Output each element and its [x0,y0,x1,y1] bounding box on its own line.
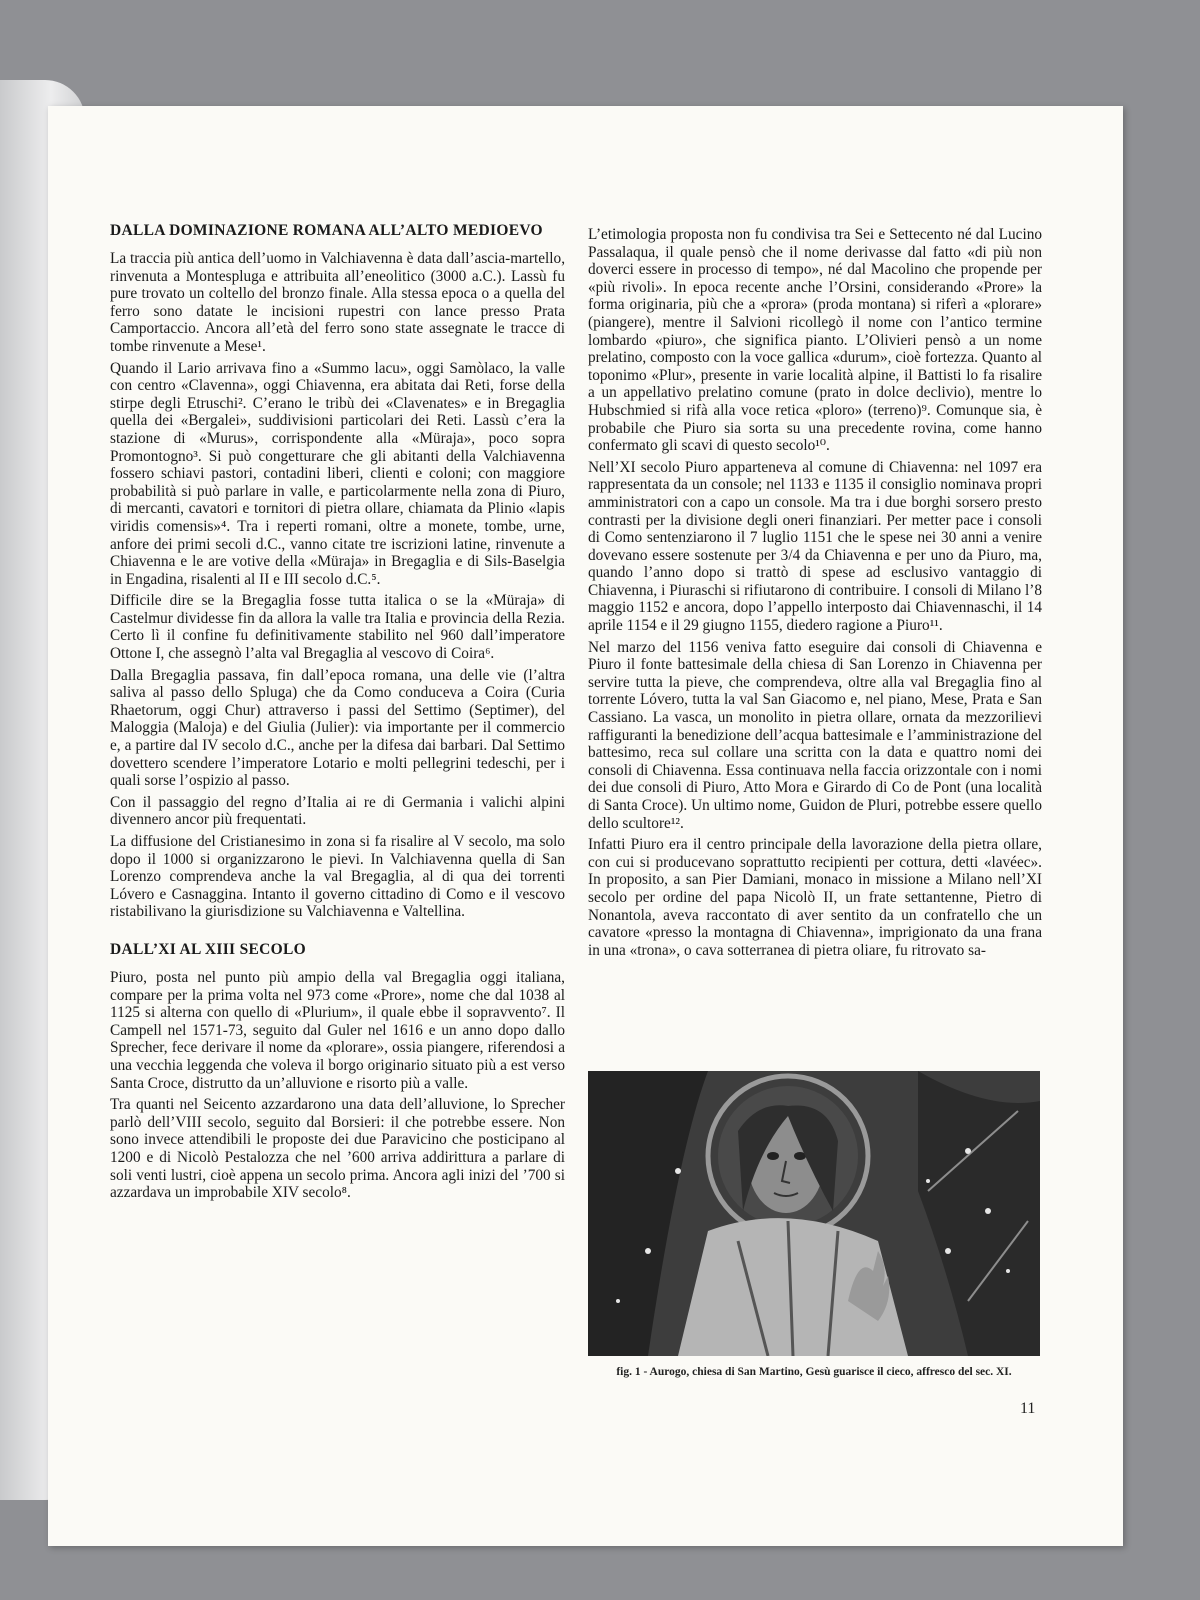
paragraph: Difficile dire se la Bregaglia fosse tutta italica o se la «Müraja» di Castelmur dividesse fin da allora la valle tra Italia e provincia della Rezia. Certo lì il confine fu definitivamente stabilito nel 960 dall’imperatore Ottone I, che assegnò l’alta val Bregaglia al vescovo di Coira⁶. [110,592,565,663]
page-number: 11 [1020,1400,1036,1417]
paragraph: Con il passaggio del regno d’Italia ai re di Germania i valichi alpini divennero ancor più frequentati. [110,793,565,829]
left-column [110,222,565,1206]
fresco-image [588,1071,1040,1356]
paragraph: Tra quanti nel Seicento azzardarono una data dell’alluvione, lo Sprecher parlò dell’VIII secolo, seguito dal Borsieri: il che potrebbe essere. Non sono invece attendibili le proposte dei due Paravicino che posticipano al 1200 e di Nicolò Pestalozza che nel ’600 arriva addirittura a parlare di soli venti lustri, cioè appena un secolo prima. Ancora agli inizi del ’700 si azzardava un improbabile XIV secolo⁸. [110,1096,565,1202]
paragraph: L’etimologia proposta non fu condivisa tra Sei e Settecento né dal Lucino Passalaqua, il quale pensò che il nome derivasse dal fatto «di più non doverci essere in processo di tempo», né dal Macolino che propende per «più rivoli». In epoca recente anche l’Orsini, considerando «Prore» la forma originaria, più che a «prora» (proda montana) si riferì a «plorare» (piangere), mentre il Salvioni ricollegò il nome con l’antico termine lombardo «piuro», che significa pianto. L’Olivieri pensò a un nome prelatino, composto con la voce gallica «durum», cioè fortezza. Quanto al toponimo «Plur», presente in varie località alpine, il Battisti lo fa risalire a un appellativo prelatino comune (prato in dolce declivio), mentre lo Hubschmied si rifà alla voce retica «ploro» (terreno)⁹. Comunque sia, è probabile che Piuro sia sorta su una precedente rovina, come hanno confermato gli scavi di questo secolo¹⁰. [588,226,1042,455]
paragraph: Infatti Piuro era il centro principale della lavorazione della pietra ollare, con cui si producevano soprattutto recipienti per cottura, detti «lavéec». In proposito, a san Pier Damiani, monaco in missione a Milano nell’XI secolo per ordine del papa Nicolò II, un frate settantenne, Pietro di Nonantola, aveva raccontato di aver sentito da un confratello che un cavatore «presso la montagna di Chiavenna», imprigionato da una frana in una «trona», o cava sotterranea di pietra oliare, fu ritrovato sa- [588,836,1042,959]
fresco-illustration [588,1071,1040,1356]
paragraph: Nell’XI secolo Piuro apparteneva al comune di Chiavenna: nel 1097 era rappresentata da un console; nel 1133 e 1135 il consiglio nominava propri amministratori con a capo un console. Ma tra i due borghi sorsero presto contrasti per la divisione degli oneri finanziari. Per metter pace i consoli di Como sentenziarono il 7 luglio 1151 che le spese nei 30 anni a venire dovevano essere sostenute per 3/4 da Chiavenna e per uno da Piuro, ma, quando l’anno dopo si trattò di spese ad esclusivo vantaggio di Chiavenna, i Piuraschi si rifiutarono di contribuire. I consoli di Milano l’8 maggio 1152 e ancora, dopo l’appello interposto dai Chiavennaschi, il 14 aprile 1154 e il 29 giugno 1155, diedero ragione a Piuro¹¹. [588,458,1042,635]
paragraph: La diffusione del Cristianesimo in zona si fa risalire al V secolo, ma solo dopo il 1000 si organizzarono le pievi. In Valchiavenna quella di San Lorenzo comprendeva anche la val Bregaglia, al di qua dei torrenti Lóvero e Casnaggina. Intanto il governo cittadino di Como e il vescovo ristabilivano la giurisdizione su Valchiavenna e Valtellina. [110,833,565,921]
paragraph: Piuro, posta nel punto più ampio della val Bregaglia oggi italiana, compare per la prima volta nel 973 come «Prore», nome che dal 1038 al 1125 si alterna con quello di «Plurium», il quale ebbe il sopravvento⁷. Il Campell nel 1571-73, seguito dal Guler nel 1616 e un anno dopo dallo Sprecher, fece derivare il nome da «plorare», ossia piangere, riferendosi a una vecchia leggenda che voleva il borgo originario situato più a est verso Santa Croce, distrutto da un’alluvione e risorto più a valle. [110,968,565,1092]
right-column [588,226,1042,963]
paragraph: La traccia più antica dell’uomo in Valchiavenna è data dall’ascia-martello, rinvenuta a Montespluga e attribuita all’eneolitico (3000 a.C.). Lassù fu pure trovato un coltello del bronzo finale. Alla stessa epoca o a quella del ferro sono datate le incisioni rupestri con lance presso Prata Camportaccio. Ancora all’età del ferro sono state assegnate le tracce di tombe rinvenute a Mese¹. [110,250,566,355]
section-heading-roman: DALLA DOMINAZIONE ROMANA ALL’ALTO MEDIOEVO [110,222,543,239]
paragraph: Dalla Bregaglia passava, fin dall’epoca romana, una delle vie (l’altra saliva al passo dello Spluga) che da Como conduceva a Coira (Curia Rhaetorum, oggi Chur) attraverso i passi del Settimo (Septimer), del Maloggia (Maloja) e del Giulia (Julier): via importante per il commercio e, a partire dal IV secolo d.C., anche per la difesa dai barbari. Dal Settimo dovettero scendere l’imperatore Lotario e molti pellegrini tedeschi, per i quali sorse l’ospizio al passo. [110,666,565,790]
figure-caption: fig. 1 - Aurogo, chiesa di San Martino, Gesù guarisce il cieco, affresco del sec. XI. [616,1366,1012,1378]
paragraph: Quando il Lario arrivava fino a «Summo lacu», oggi Samòlaco, la valle con centro «Clavenna», oggi Chiavenna, era abitata dai Reti, forse della stirpe degli Etruschi². C’erano le tribù dei «Clavenates» e in Bregaglia quella dei «Bergalei», suddivisioni particolari dei Reti. Lassù c’era la stazione di «Murus», corrispondente alla «Müraja», poco sopra Promontogno³. Si può congetturare che gli abitanti della Valchiavenna fossero schiavi pastori, contadini liberi, clienti e coloni; con maggiore probabilità si può parlare in valle, e particolarmente nella zona di Piuro, di mercanti, cavatori e tornitori di pietra ollare, chiamata da Plinio «lapis viridis comensis»⁴. Tra i reperti romani, oltre a monete, tombe, urne, anfore dei primi secoli d.C., vanno citate tre iscrizioni latine, rinvenute a Chiavenna e le are votive della «Müraja» in Bregaglia e di Sils-Baselgia in Engadina, risalenti al II e III secolo d.C.⁵. [110,359,565,588]
section-heading-xi-xiii: DALL’XI AL XIII SECOLO [110,940,306,958]
paragraph: Nel marzo del 1156 veniva fatto eseguire dai consoli di Chiavenna e Piuro il fonte battesimale della chiesa di San Lorenzo in Chiavenna per servire tutta la pieve, che comprendeva, oltre alla val Bregaglia fino al torrente Lóvero, tutta la val San Giacomo e, nel piano, Mese, Prata e San Cassiano. La vasca, un monolito in pietra ollare, ornata da mezzorilievi raffiguranti la benedizione dell’acqua battesimale e l’amministrazione del battesimo, reca sul collare una scritta con la data e quattro nomi dei consoli di Chiavenna. Essa continuava nella faccia orizzontale con i nomi dei due consoli di Piuro, Atto Mora e Girardo di Co de Pont (una località di Santa Croce). Un ultimo nome, Guidon de Pluri, potrebbe essere quello dello scultore¹². [588,638,1042,832]
